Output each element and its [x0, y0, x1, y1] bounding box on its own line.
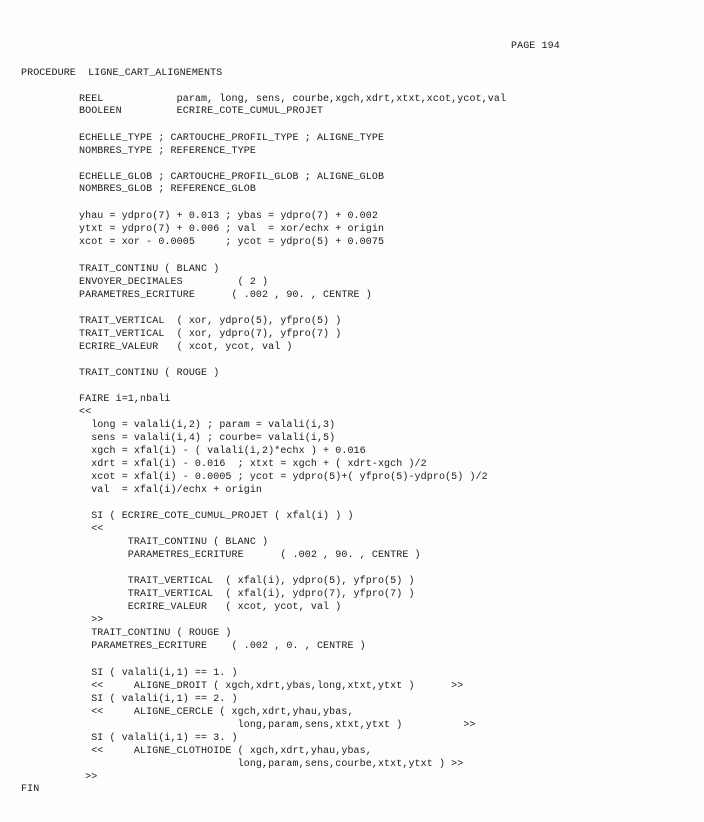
page-number: PAGE 194 — [511, 41, 560, 52]
code-line: << ALIGNE_CERCLE ( xgch,xdrt,yhau,ybas, — [79, 707, 354, 718]
code-line: << — [79, 524, 104, 535]
code-line: PARAMETRES_ECRITURE ( .002 , 0. , CENTRE ) — [79, 641, 366, 652]
code-line: sens = valali(i,4) ; courbe= valali(i,5) — [79, 433, 336, 444]
code-line: BOOLEEN ECRIRE_COTE_CUMUL_PROJET — [79, 106, 324, 117]
code-line: NOMBRES_GLOB ; REFERENCE_GLOB — [79, 184, 256, 195]
code-line: yhau = ydpro(7) + 0.013 ; ybas = ydpro(7) + 0.002 — [79, 211, 378, 222]
code-line: TRAIT_CONTINU ( ROUGE ) — [79, 628, 232, 639]
code-line: << ALIGNE_CLOTHOIDE ( xgch,xdrt,yhau,ybas, — [79, 746, 372, 757]
code-line: ECHELLE_TYPE ; CARTOUCHE_PROFIL_TYPE ; ALIGNE_TYPE — [79, 133, 385, 144]
code-line: SI ( ECRIRE_COTE_CUMUL_PROJET ( xfal(i) ) ) — [79, 511, 354, 522]
code-line: long,param,sens,courbe,xtxt,ytxt ) >> — [79, 759, 464, 770]
code-line: FAIRE i=1,nbali — [79, 394, 171, 405]
code-line: PARAMETRES_ECRITURE ( .002 , 90. , CENTRE ) — [79, 290, 372, 301]
code-line: long,param,sens,xtxt,ytxt ) >> — [79, 720, 476, 731]
code-line: TRAIT_VERTICAL ( xor, ydpro(7), yfpro(7) ) — [79, 329, 342, 340]
code-line: SI ( valali(i,1) == 1. ) — [79, 668, 238, 679]
code-line: REEL param, long, sens, courbe,xgch,xdrt,xtxt,xcot,ycot,val — [79, 94, 507, 105]
code-line: long = valali(i,2) ; param = valali(i,3) — [79, 420, 336, 431]
code-line: >> — [79, 615, 104, 626]
procedure-heading: PROCEDURE LIGNE_CART_ALIGNEMENTS — [21, 68, 223, 79]
code-line: xgch = xfal(i) - ( valali(i,2)*echx ) + 0.016 — [79, 446, 366, 457]
code-line: TRAIT_CONTINU ( BLANC ) — [79, 537, 269, 548]
end-keyword: FIN — [21, 784, 40, 795]
code-line: TRAIT_VERTICAL ( xfal(i), ydpro(5), yfpro(5) ) — [79, 576, 415, 587]
code-line: val = xfal(i)/echx + origin — [79, 485, 263, 496]
code-line: xcot = xor - 0.0005 ; ycot = ydpro(5) + 0.0075 — [79, 237, 385, 248]
code-line: NOMBRES_TYPE ; REFERENCE_TYPE — [79, 146, 256, 157]
code-line: ECRIRE_VALEUR ( xcot, ycot, val ) — [79, 342, 293, 353]
code-line: xdrt = xfal(i) - 0.016 ; xtxt = xgch + ( xdrt-xgch )/2 — [79, 459, 427, 470]
code-line: ytxt = ydpro(7) + 0.006 ; val = xor/echx + origin — [79, 224, 385, 235]
code-line: TRAIT_CONTINU ( ROUGE ) — [79, 368, 220, 379]
code-line: TRAIT_VERTICAL ( xfal(i), ydpro(7), yfpro(7) ) — [79, 589, 415, 600]
code-line: TRAIT_VERTICAL ( xor, ydpro(5), yfpro(5) ) — [79, 316, 342, 327]
code-line: xcot = xfal(i) - 0.0005 ; ycot = ydpro(5)+( yfpro(5)-ydpro(5) )/2 — [79, 472, 488, 483]
code-line: << ALIGNE_DROIT ( xgch,xdrt,ybas,long,xtxt,ytxt ) >> — [79, 681, 464, 692]
code-line: PARAMETRES_ECRITURE ( .002 , 90. , CENTRE ) — [79, 550, 421, 561]
code-line: >> — [79, 772, 98, 783]
code-line: TRAIT_CONTINU ( BLANC ) — [79, 264, 220, 275]
code-line: SI ( valali(i,1) == 2. ) — [79, 694, 238, 705]
code-line: ECRIRE_VALEUR ( xcot, ycot, val ) — [79, 602, 342, 613]
code-line: SI ( valali(i,1) == 3. ) — [79, 733, 238, 744]
code-line: ECHELLE_GLOB ; CARTOUCHE_PROFIL_GLOB ; ALIGNE_GLOB — [79, 172, 385, 183]
code-line: ENVOYER_DECIMALES ( 2 ) — [79, 277, 269, 288]
code-line: << — [79, 407, 92, 418]
